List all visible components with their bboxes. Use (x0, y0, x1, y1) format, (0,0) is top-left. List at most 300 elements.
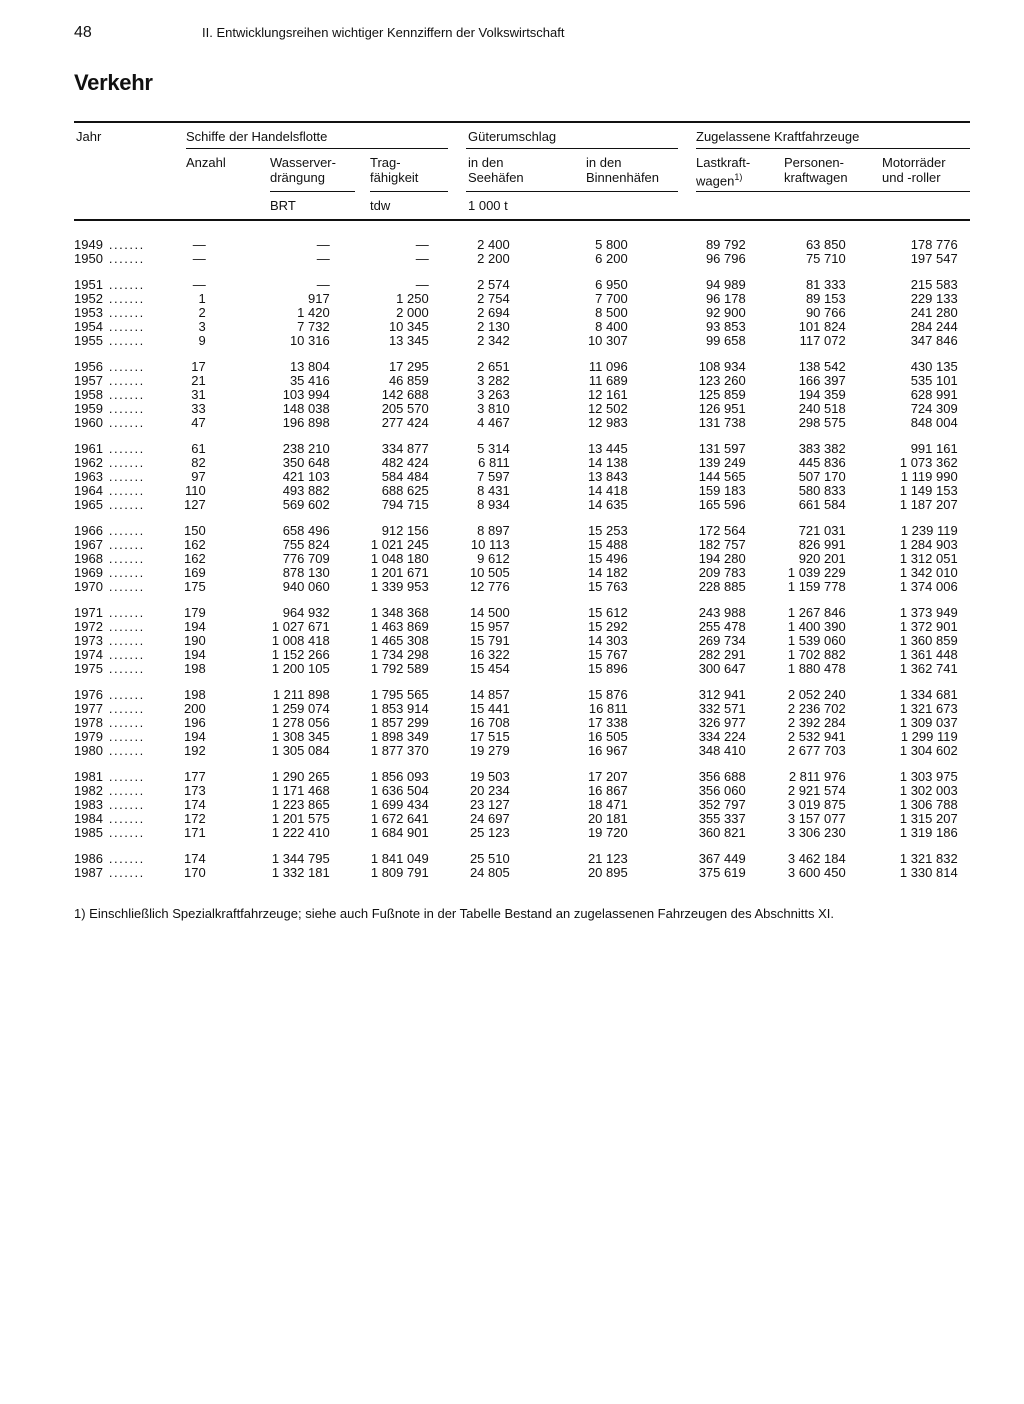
table-cell: 1 171 468 (271, 783, 330, 798)
table-cell: 1 319 186 (899, 825, 958, 840)
table-cell: 1 (198, 291, 206, 306)
table-cell: 96 178 (705, 291, 746, 306)
table-cell: 1 699 434 (370, 797, 429, 812)
table-cell: 13 804 (289, 359, 330, 374)
table-cell: 2 236 702 (787, 701, 846, 716)
table-cell: 108 934 (698, 359, 746, 374)
table-cell: 1 308 345 (271, 729, 330, 744)
group-rule-vehicles (696, 148, 970, 149)
table-cell: 628 991 (910, 387, 958, 402)
table-cell: 2 651 (477, 359, 510, 374)
table-cell: 375 619 (698, 865, 746, 880)
table-cell: 334 877 (381, 441, 429, 456)
header-col6-line1: Lastkraft- (696, 155, 751, 170)
table-cell: 179 (184, 605, 206, 620)
header-col8-line2: und -roller (882, 170, 941, 185)
table-cell: 13 843 (587, 469, 628, 484)
unit-tdw: tdw (370, 198, 391, 213)
table-cell: 1 857 299 (370, 715, 429, 730)
table-row (74, 238, 958, 252)
table-cell: — (316, 251, 330, 266)
year-label: 1970 (74, 579, 103, 594)
table-cell: 12 983 (587, 415, 628, 430)
leader-dots: ....... (108, 523, 145, 538)
table-cell: 1 309 037 (899, 715, 958, 730)
year-label: 1985 (74, 825, 103, 840)
table-cell: 173 (184, 783, 206, 798)
year-label: 1968 (74, 551, 103, 566)
table-cell: 1 898 349 (370, 729, 429, 744)
table-cell: 2 400 (477, 237, 510, 252)
table-cell: 348 410 (698, 743, 746, 758)
table-cell: 1 073 362 (899, 455, 958, 470)
table-row (74, 688, 958, 702)
table-cell: 14 138 (587, 455, 628, 470)
table-cell: 16 867 (587, 783, 628, 798)
table-cell: 1 809 791 (370, 865, 429, 880)
leader-dots: ....... (108, 319, 145, 334)
table-cell: 20 895 (587, 865, 628, 880)
table-cell: 148 038 (282, 401, 330, 416)
table-cell: 920 201 (798, 551, 846, 566)
table-cell: 142 688 (381, 387, 429, 402)
table-cell: 47 (191, 415, 206, 430)
table-cell: 17 515 (469, 729, 510, 744)
table-row (74, 730, 958, 744)
year-label: 1973 (74, 633, 103, 648)
table-cell: 1 290 265 (271, 769, 330, 784)
table-cell: 1 267 846 (787, 605, 846, 620)
footnote-marker: 1) (734, 172, 743, 182)
table-cell: 7 700 (595, 291, 628, 306)
year-cell (74, 374, 184, 388)
table-cell: 21 (191, 373, 206, 388)
table-cell: 3 263 (477, 387, 510, 402)
year-cell (74, 416, 184, 430)
table-cell: 215 583 (910, 277, 958, 292)
table-cell: 269 734 (698, 633, 746, 648)
table-row (74, 538, 958, 552)
leader-dots: ....... (108, 333, 145, 348)
header-col-lastkraftwagen (696, 155, 750, 188)
table-cell: 1 877 370 (370, 743, 429, 758)
table-cell: 1 250 (396, 291, 429, 306)
table-cell: 229 133 (910, 291, 958, 306)
leader-dots: ....... (108, 715, 145, 730)
year-label: 1955 (74, 333, 103, 348)
table-cell: 1 339 953 (370, 579, 429, 594)
table-cell: 350 648 (282, 455, 330, 470)
table-cell: 1 201 575 (271, 811, 330, 826)
year-cell (74, 688, 184, 702)
table-cell: 198 (184, 661, 206, 676)
table-body (74, 238, 958, 880)
table-cell: 1 321 832 (899, 851, 958, 866)
leader-dots: ....... (108, 237, 145, 252)
table-cell: — (415, 277, 429, 292)
year-label: 1967 (74, 537, 103, 552)
table-cell: 110 (184, 483, 206, 498)
table-cell: 1 284 903 (899, 537, 958, 552)
year-label: 1956 (74, 359, 103, 374)
table-cell: 82 (191, 455, 206, 470)
table-cell: 10 505 (469, 565, 510, 580)
table-cell: 1 201 671 (370, 565, 429, 580)
table-cell: 175 (184, 579, 206, 594)
table-cell: 23 127 (469, 797, 510, 812)
table-cell: 1 734 298 (370, 647, 429, 662)
table-cell: 312 941 (698, 687, 746, 702)
year-cell (74, 580, 184, 594)
table-cell: 159 183 (698, 483, 746, 498)
table-cell: 131 597 (698, 441, 746, 456)
table-row (74, 866, 958, 880)
header-col3-line2: fähigkeit (370, 170, 419, 185)
year-label: 1960 (74, 415, 103, 430)
table-cell: 35 416 (289, 373, 330, 388)
table-cell: 238 210 (282, 441, 330, 456)
year-label: 1979 (74, 729, 103, 744)
table-cell: 90 766 (805, 305, 846, 320)
table-cell: 1 315 207 (899, 811, 958, 826)
table-cell: 1 259 074 (271, 701, 330, 716)
table-cell: 1 362 741 (899, 661, 958, 676)
year-label: 1957 (74, 373, 103, 388)
table-cell: 2 000 (396, 305, 429, 320)
table-cell: 8 897 (477, 523, 510, 538)
table-row (74, 620, 958, 634)
table-cell: 284 244 (910, 319, 958, 334)
table-cell: 298 575 (798, 415, 846, 430)
table-cell: 1 305 084 (271, 743, 330, 758)
table-cell: 12 776 (469, 579, 510, 594)
table-cell: 3 810 (477, 401, 510, 416)
table-cell: 3 306 230 (787, 825, 846, 840)
table-cell: 688 625 (381, 483, 429, 498)
table-cell: 1 373 949 (899, 605, 958, 620)
table-cell: 165 596 (698, 497, 746, 512)
table-cell: 171 (184, 825, 206, 840)
table-row (74, 702, 958, 716)
table-cell: 24 805 (469, 865, 510, 880)
table-cell: 162 (184, 537, 206, 552)
table-cell: 15 876 (587, 687, 628, 702)
table-cell: 2 (198, 305, 206, 320)
table-row (74, 320, 958, 334)
table-cell: 194 280 (698, 551, 746, 566)
table-cell: 1 039 229 (787, 565, 846, 580)
table-cell: 1 152 266 (271, 647, 330, 662)
year-label: 1978 (74, 715, 103, 730)
table-cell: 6 811 (478, 455, 510, 470)
table-cell: 92 900 (705, 305, 746, 320)
year-label: 1952 (74, 291, 103, 306)
table-cell: 300 647 (698, 661, 746, 676)
table-cell: 1 200 105 (271, 661, 330, 676)
table-cell: 46 859 (388, 373, 429, 388)
table-cell: 360 821 (698, 825, 746, 840)
table-cell: 89 153 (805, 291, 846, 306)
table-row (74, 278, 958, 292)
leader-dots: ....... (108, 291, 145, 306)
leader-dots: ....... (108, 469, 145, 484)
table-cell: 421 103 (282, 469, 330, 484)
table-cell: 917 (308, 291, 330, 306)
year-label: 1971 (74, 605, 103, 620)
table-cell: 1 795 565 (370, 687, 429, 702)
table-cell: 1 222 410 (271, 825, 330, 840)
year-label: 1963 (74, 469, 103, 484)
table-row (74, 812, 958, 826)
table-row (74, 374, 958, 388)
table-cell: 194 (184, 729, 206, 744)
year-label: 1981 (74, 769, 103, 784)
table-cell: 1 048 180 (370, 551, 429, 566)
header-group-ships: Schiffe der Handelsflotte (186, 129, 328, 144)
table-row (74, 416, 958, 430)
year-label: 1980 (74, 743, 103, 758)
header-col-binnenhaefen (586, 155, 659, 185)
table-cell: 1 361 448 (899, 647, 958, 662)
table-row (74, 402, 958, 416)
table-cell: 11 689 (588, 373, 628, 388)
table-cell: 194 (184, 647, 206, 662)
table-cell: 177 (184, 769, 206, 784)
table-row (74, 798, 958, 812)
table-cell: 1 303 975 (899, 769, 958, 784)
table-cell: 1 021 245 (370, 537, 429, 552)
table-cell: 277 424 (381, 415, 429, 430)
table-cell: 1 306 788 (899, 797, 958, 812)
table-row (74, 784, 958, 798)
table-cell: 8 500 (595, 305, 628, 320)
leader-dots: ....... (108, 359, 145, 374)
table-cell: 8 400 (595, 319, 628, 334)
year-label: 1987 (74, 865, 103, 880)
year-label: 1972 (74, 619, 103, 634)
unit-rule-tdw (370, 191, 448, 192)
table-cell: 755 824 (282, 537, 330, 552)
year-label: 1977 (74, 701, 103, 716)
page-number: 48 (74, 24, 92, 41)
table-cell: 356 060 (698, 783, 746, 798)
table-cell: 334 224 (698, 729, 746, 744)
table-row (74, 662, 958, 676)
year-label: 1950 (74, 251, 103, 266)
table-cell: 131 738 (698, 415, 746, 430)
table-row (74, 456, 958, 470)
table-cell: 209 783 (698, 565, 746, 580)
table-cell: 1 211 898 (272, 687, 330, 702)
table-cell: 1 223 865 (271, 797, 330, 812)
header-col-anzahl: Anzahl (186, 155, 226, 170)
table-cell: 196 898 (282, 415, 330, 430)
table-cell: 1 299 119 (900, 729, 958, 744)
table-cell: 2 921 574 (787, 783, 846, 798)
table-cell: 1 278 056 (271, 715, 330, 730)
table-cell: 15 767 (587, 647, 628, 662)
table-cell: 99 658 (705, 333, 746, 348)
year-cell (74, 538, 184, 552)
table-cell: 15 496 (587, 551, 628, 566)
table-cell: 1 334 681 (899, 687, 958, 702)
header-year: Jahr (76, 129, 102, 144)
table-row (74, 252, 958, 266)
table-cell: 1 239 119 (900, 523, 958, 538)
table-cell: 17 (191, 359, 206, 374)
header-col-motorraeder (882, 155, 946, 185)
year-cell (74, 702, 184, 716)
table-row (74, 606, 958, 620)
table-cell: 1 672 641 (370, 811, 429, 826)
leader-dots: ....... (108, 441, 145, 456)
table-cell: 367 449 (698, 851, 746, 866)
table-cell: 24 697 (469, 811, 510, 826)
table-cell: 332 571 (698, 701, 746, 716)
leader-dots: ....... (108, 305, 145, 320)
table-cell: 8 934 (477, 497, 510, 512)
header-col5-line1: in den (586, 155, 622, 170)
table-cell: 355 337 (698, 811, 746, 826)
table-cell: 198 (184, 687, 206, 702)
table-cell: 1 159 778 (787, 579, 846, 594)
table-cell: 19 279 (469, 743, 510, 758)
year-label: 1983 (74, 797, 103, 812)
table-cell: 194 359 (798, 387, 846, 402)
table-cell: 658 496 (282, 523, 330, 538)
table-cell: — (192, 277, 206, 292)
year-label: 1975 (74, 661, 103, 676)
table-cell: 1 539 060 (787, 633, 846, 648)
table-cell: — (316, 277, 330, 292)
table-cell: 991 161 (910, 441, 958, 456)
table-cell: 17 207 (587, 769, 628, 784)
table-row (74, 634, 958, 648)
unit-rule-1000t (466, 191, 678, 192)
year-cell (74, 744, 184, 758)
year-label: 1982 (74, 783, 103, 798)
table-cell: 2 200 (477, 251, 510, 266)
leader-dots: ....... (108, 729, 145, 744)
table-cell: 507 170 (798, 469, 846, 484)
year-cell (74, 334, 184, 348)
year-cell (74, 866, 184, 880)
year-cell (74, 812, 184, 826)
year-label: 1966 (74, 523, 103, 538)
table-cell: 2 677 703 (787, 743, 846, 758)
table-cell: 2 532 941 (787, 729, 846, 744)
table-cell: 6 200 (595, 251, 628, 266)
year-label: 1976 (74, 687, 103, 702)
table-cell: 126 951 (698, 401, 746, 416)
table-cell: 9 612 (477, 551, 510, 566)
leader-dots: ....... (108, 579, 145, 594)
table-cell: 16 505 (587, 729, 628, 744)
year-cell (74, 456, 184, 470)
table-cell: 138 542 (798, 359, 846, 374)
table-row (74, 388, 958, 402)
table-cell: 776 709 (282, 551, 330, 566)
table-cell: 1 792 589 (370, 661, 429, 676)
running-head: II. Entwicklungsreihen wichtiger Kennziffern der Volkswirtschaft (202, 25, 565, 40)
year-cell (74, 402, 184, 416)
table-cell: 228 885 (698, 579, 746, 594)
table-cell: 5 314 (477, 441, 510, 456)
leader-dots: ....... (108, 661, 145, 676)
table-cell: 14 418 (587, 483, 628, 498)
year-cell (74, 634, 184, 648)
table-cell: 172 (184, 811, 206, 826)
table-cell: 964 932 (282, 605, 330, 620)
table-cell: 10 307 (587, 333, 628, 348)
table-row (74, 442, 958, 456)
table-cell: 15 441 (469, 701, 510, 716)
leader-dots: ....... (108, 619, 145, 634)
year-cell (74, 442, 184, 456)
table-cell: 826 991 (798, 537, 846, 552)
year-cell (74, 552, 184, 566)
table-cell: 13 345 (388, 333, 429, 348)
year-label: 1969 (74, 565, 103, 580)
table-cell: 1 880 478 (787, 661, 846, 676)
header-bottom-rule (74, 219, 970, 221)
table-cell: 383 382 (798, 441, 846, 456)
table-cell: 205 570 (381, 401, 429, 416)
leader-dots: ....... (108, 605, 145, 620)
table-cell: 1 344 795 (271, 851, 330, 866)
table-cell: 580 833 (798, 483, 846, 498)
table-cell: 15 454 (469, 661, 510, 676)
header-col7-line1: Personen- (784, 155, 844, 170)
table-cell: 241 280 (910, 305, 958, 320)
table-cell: 1 027 671 (271, 619, 330, 634)
table-cell: 162 (184, 551, 206, 566)
table-row (74, 852, 958, 866)
table-cell: 63 850 (805, 237, 846, 252)
year-cell (74, 306, 184, 320)
table-cell: 1 330 814 (899, 865, 958, 880)
leader-dots: ....... (108, 497, 145, 512)
table-cell: 10 113 (470, 537, 510, 552)
table-cell: 240 518 (798, 401, 846, 416)
table-cell: 15 612 (587, 605, 628, 620)
table-row (74, 524, 958, 538)
header-col8-line1: Motorräder (882, 155, 946, 170)
table-cell: 3 600 450 (787, 865, 846, 880)
table-cell: 347 846 (910, 333, 958, 348)
table-cell: 169 (184, 565, 206, 580)
table-cell: 172 564 (698, 523, 746, 538)
table-cell: 1 463 869 (370, 619, 429, 634)
table-row (74, 334, 958, 348)
table-cell: 19 503 (469, 769, 510, 784)
table-cell: 15 896 (587, 661, 628, 676)
table-cell: 144 565 (698, 469, 746, 484)
traffic-table (74, 238, 958, 880)
top-rule (74, 121, 970, 123)
table-cell: 2 574 (477, 277, 510, 292)
group-rule-cargo (466, 148, 678, 149)
table-cell: 1 342 010 (899, 565, 958, 580)
table-cell: 243 988 (698, 605, 746, 620)
table-row (74, 566, 958, 580)
table-cell: 81 333 (805, 277, 846, 292)
table-cell: 16 811 (588, 701, 628, 716)
year-cell (74, 730, 184, 744)
table-cell: 5 800 (595, 237, 628, 252)
table-cell: 1 332 181 (271, 865, 330, 880)
table-cell: 482 424 (381, 455, 429, 470)
